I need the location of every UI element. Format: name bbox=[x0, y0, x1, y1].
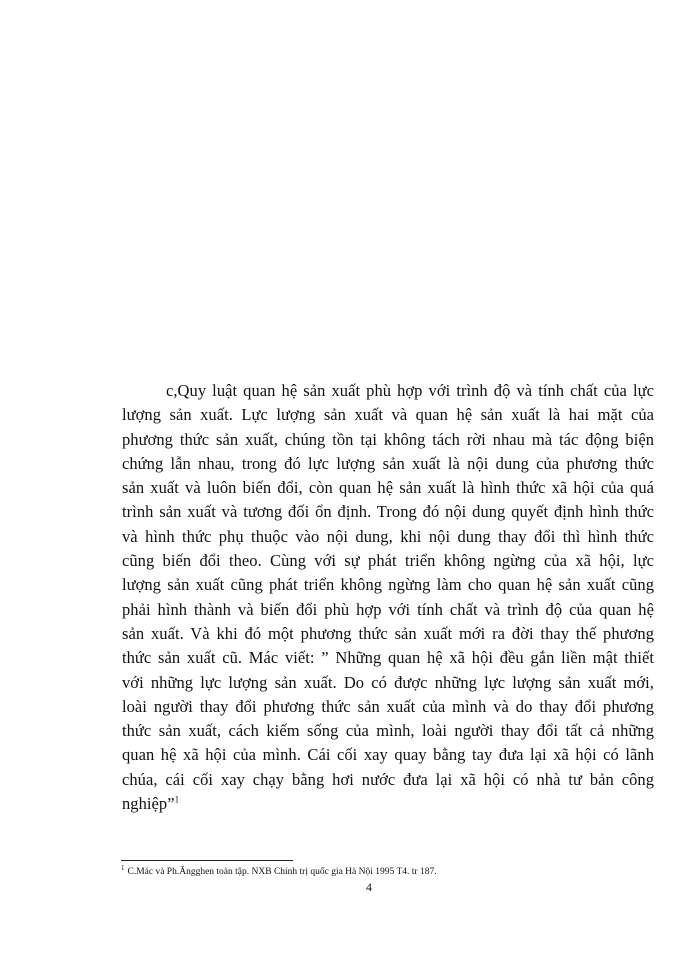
paragraph-line: chúa, cái cối xay chạy bằng hơi nước đưa lại xã hội có nhà tư bản công bbox=[122, 769, 654, 789]
paragraph-line: sản xuất. Và khi đó một phương thức sản xuất mới ra đời thay thế phương bbox=[122, 623, 654, 643]
page-number: 4 bbox=[366, 880, 372, 894]
paragraph-line: trình sản xuất và tương đối ổn định. Trong đó nội dung quyết định hình thức bbox=[122, 502, 654, 522]
paragraph-line: lượng sản xuất. Lực lượng sản xuất và quan hệ sản xuất là hai mặt của bbox=[122, 405, 654, 425]
footnote-marker: 1 bbox=[121, 863, 125, 872]
paragraph-line: với những lực lượng sản xuất. Do có được những lực lượng sản xuất mới, bbox=[122, 672, 654, 692]
paragraph-line: và hình thức phụ thuộc vào nội dung, khi nội dung thay đổi thì hình thức bbox=[122, 526, 654, 546]
body-paragraph bbox=[122, 379, 654, 816]
paragraph-line: chứng lẫn nhau, trong đó lực lượng sản xuất là nội dung của phương thức bbox=[122, 453, 654, 473]
paragraph-line: loài người thay đổi phương thức sản xuất của mình và do thay đổi phương bbox=[122, 696, 654, 716]
paragraph-line: lượng sản xuất cũng phát triển không ngừng làm cho quan hệ sản xuất cũng bbox=[122, 575, 654, 595]
paragraph-line: quan hệ xã hội của mình. Cái cối xay quay bằng tay đưa lại xã hội có lãnh bbox=[122, 745, 654, 765]
footnote-text: C.Mác và Ph.Ăngghen toàn tập. NXB Chính trị quốc gia Hà Nội 1995 T4. tr 187. bbox=[127, 867, 437, 877]
paragraph-line: cũng biến đổi theo. Cùng với sự phát triển không ngừng của xã hội, lực bbox=[122, 551, 654, 571]
footnote bbox=[121, 863, 601, 879]
paragraph-line: phương thức sản xuất, chúng tồn tại không tách rời nhau mà tác động biện bbox=[122, 429, 654, 449]
footnote-separator bbox=[121, 860, 293, 861]
paragraph-last-line bbox=[122, 792, 654, 816]
paragraph-line: thức sản xuất, cách kiếm sống của mình, loài người thay đổi tất cả những bbox=[122, 721, 654, 741]
paragraph-line: thức sản xuất cũ. Mác viết: ” Những quan hệ xã hội đều gắn liền mật thiết bbox=[122, 648, 654, 668]
paragraph-line: c,Quy luật quan hệ sản xuất phù hợp với trình độ và tính chất của lực bbox=[166, 381, 654, 400]
paragraph-line: phải hình thành và biến đổi phù hợp với tính chất và trình độ của quan hệ bbox=[122, 599, 654, 619]
paragraph-line-text: nghiệp” bbox=[122, 794, 175, 814]
paragraph-line: sản xuất và luôn biến đổi, còn quan hệ sản xuất là hình thức xã hội của quá bbox=[122, 478, 654, 498]
footnote-reference[interactable]: 1 bbox=[174, 794, 180, 805]
